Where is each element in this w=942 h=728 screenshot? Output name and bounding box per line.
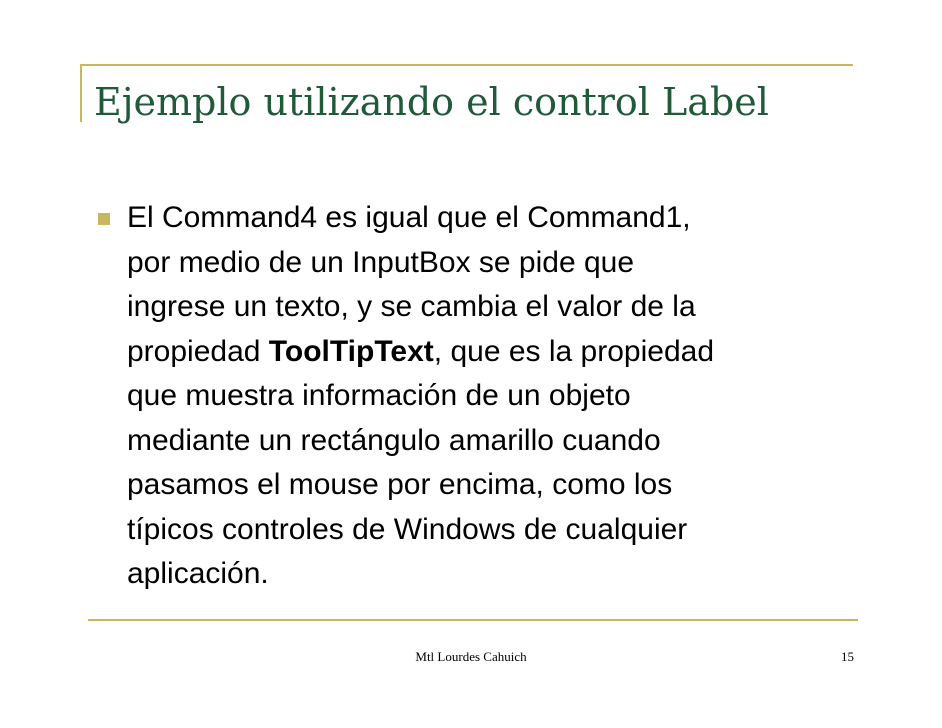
slide-title: Ejemplo utilizando el control Label — [94, 80, 769, 124]
title-top-rule — [80, 64, 853, 66]
footer-author: Mtl Lourdes Cahuich — [415, 649, 527, 664]
body-line-1: El Command4 es igual que el Command1, — [127, 201, 691, 234]
body-line-7: pasamos el mouse por encima, como los — [127, 468, 673, 501]
body-line-5: que muestra información de un objeto — [127, 379, 631, 412]
tooltiptext-keyword: ToolTipText — [268, 334, 434, 368]
page-number: 15 — [841, 649, 854, 664]
title-left-rule — [80, 64, 82, 122]
body-line-4-before: propiedad — [127, 334, 269, 368]
body-line-9: aplicación. — [127, 557, 269, 590]
body-line-4 — [127, 330, 847, 375]
body-line-2: por medio de un InputBox se pide que — [127, 245, 635, 279]
body-line-6: mediante un rectángulo amarillo cuando — [127, 423, 661, 457]
bullet-paragraph — [127, 196, 847, 597]
body-line-4-after: , que es la propiedad — [433, 334, 715, 368]
footer-rule — [88, 619, 858, 621]
body-line-8: típicos controles de Windows de cualquier — [127, 512, 688, 546]
square-bullet-icon — [98, 213, 110, 225]
body-line-3: ingrese un texto, y se cambia el valor de la — [127, 290, 696, 323]
